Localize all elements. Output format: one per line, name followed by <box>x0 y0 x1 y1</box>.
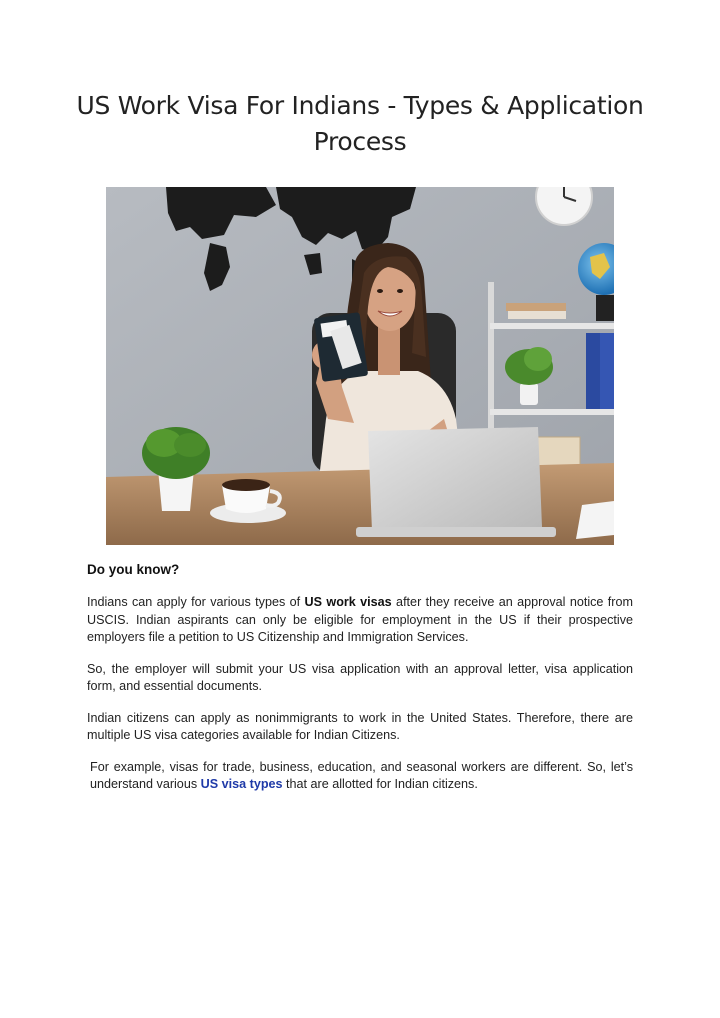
passport-icon <box>314 312 368 382</box>
paragraph-1-text-b: after they receive an approval notice from USCIS. Indian aspirants can only be eligible for employment in the US if their prospective employers file a petition to US Citizenship and Immigration Services. <box>87 595 633 644</box>
paragraph-1-text-a: Indians can apply for various types of <box>87 595 305 609</box>
paragraph-3: Indian citizens can apply as nonimmigrants to work in the United States. Therefore, there are multiple US visa categories available for Indian Citizens. <box>87 710 633 742</box>
page-title: US Work Visa For Indians - Types & Application Process <box>76 91 644 156</box>
section-heading: Do you know? <box>87 562 180 577</box>
paper-sheet <box>576 501 614 539</box>
paragraph-4 <box>87 759 633 794</box>
paragraph-4-text-a: For example, visas for trade, business, education, and seasonal workers are different. So, let’s understand various <box>90 759 633 791</box>
hero-photo <box>106 187 614 545</box>
us-visa-types-link[interactable]: US visa types <box>200 777 283 791</box>
laptop-icon <box>356 427 556 537</box>
paragraph-1 <box>87 594 633 647</box>
paragraph-2: So, the employer will submit your US visa application with an approval letter, visa application form, and essential documents. <box>87 661 633 693</box>
bold-term-us-work-visas: US work visas <box>304 595 392 609</box>
paragraph-4-text-b: that are allotted for Indian citizens. <box>282 777 478 791</box>
article-body <box>87 561 633 808</box>
